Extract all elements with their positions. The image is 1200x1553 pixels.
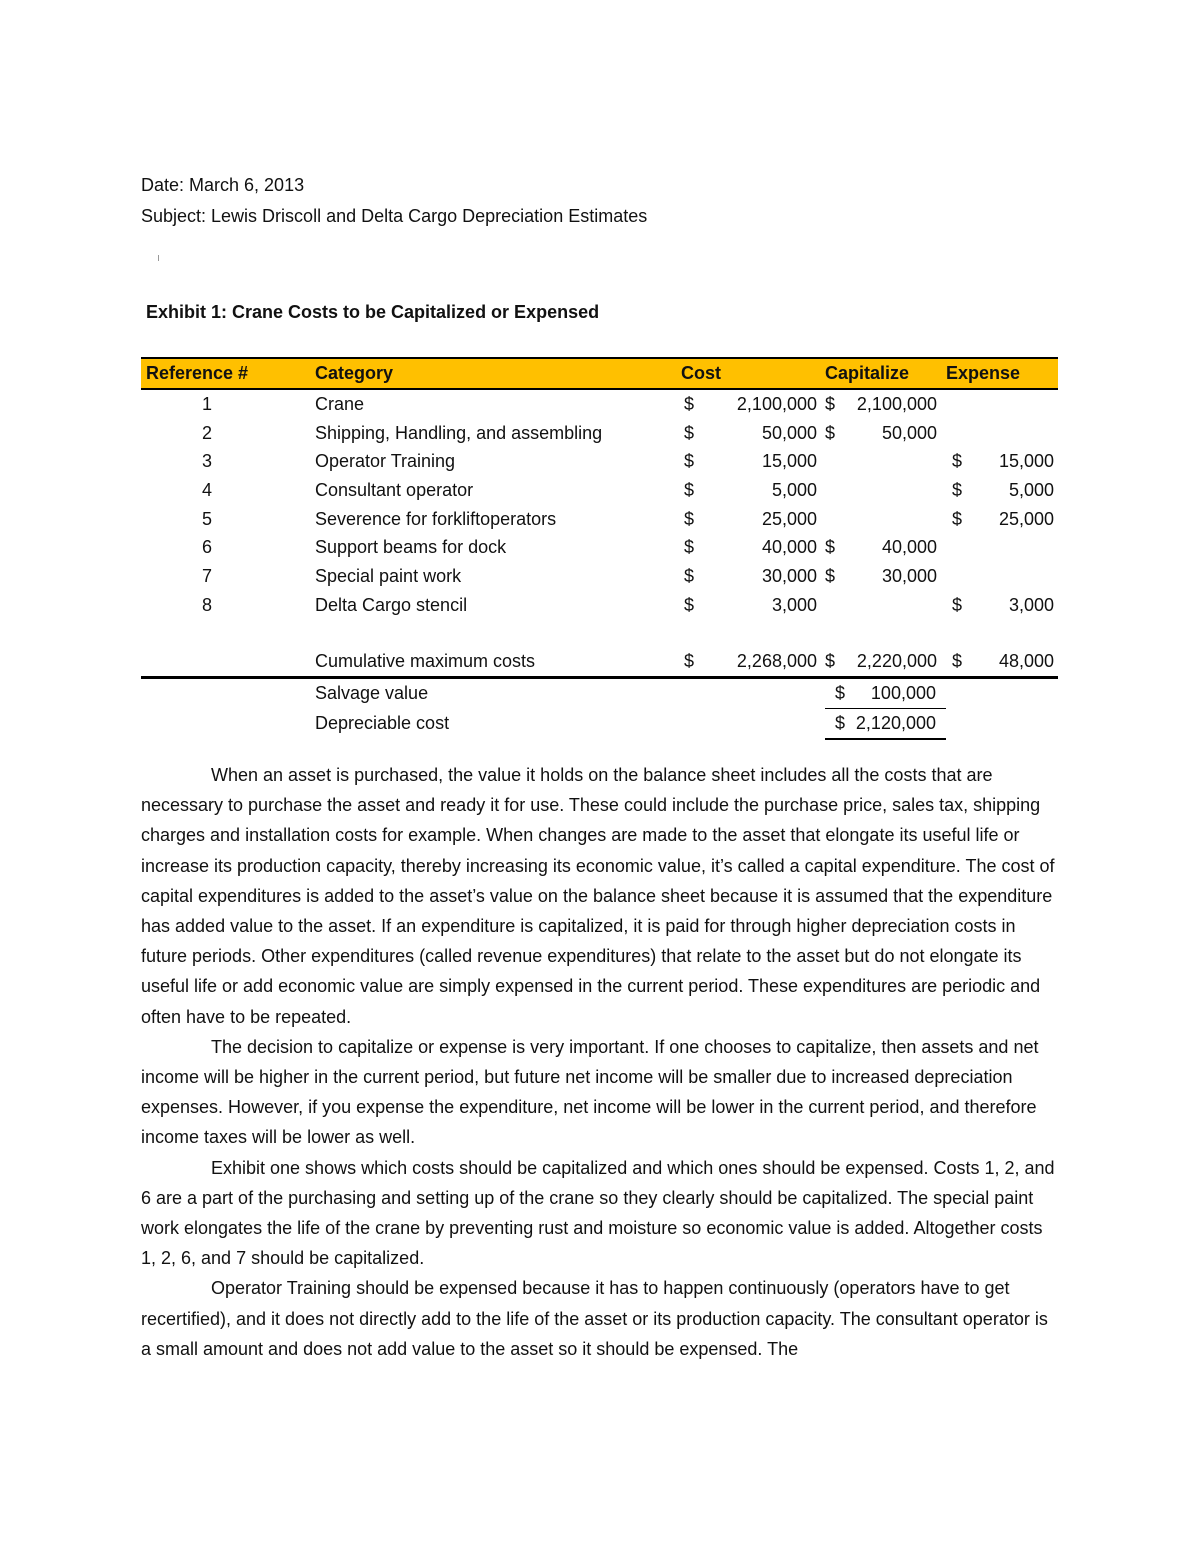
category-cell: Operator Training <box>315 451 456 472</box>
memo-date: Date: March 6, 2013 <box>141 175 305 195</box>
reference-cell: 2 <box>201 422 212 443</box>
table-row: 7 Special paint work $ 30,000 $ 30,000 <box>141 562 1058 591</box>
salvage-value: 100,000 <box>870 683 936 704</box>
table-row: 1 Crane $ 2,100,000 $ 2,100,000 <box>141 389 1058 419</box>
capitalize-cell <box>825 505 946 534</box>
expense-cell <box>946 389 1058 419</box>
memo-body <box>141 760 1061 1364</box>
exhibit-table <box>141 357 1058 740</box>
category-cell: Support beams for dock <box>315 537 507 558</box>
category-cell: Shipping, Handling, and assembling <box>315 422 603 443</box>
col-header-capitalize: Capitalize <box>825 358 946 389</box>
totals-row: Cumulative maximum costs $ 2,268,000 $ 2,220,000 $ 48,000 <box>141 648 1058 678</box>
category-cell: Severence for forkliftoperators <box>315 508 557 529</box>
depreciable-row: Depreciable cost $ 2,120,000 <box>141 708 1058 738</box>
cost-cell: 15,000 <box>761 451 817 472</box>
salvage-label: Salvage value <box>315 683 429 704</box>
category-cell: Delta Cargo stencil <box>315 594 468 615</box>
cost-cell: 30,000 <box>761 565 817 586</box>
col-header-cost: Cost <box>681 358 825 389</box>
depreciable-label: Depreciable cost <box>315 712 450 733</box>
salvage-row: Salvage value $ 100,000 <box>141 678 1058 709</box>
expense-cell <box>946 533 1058 562</box>
capitalize-cell: $ 30,000 <box>825 565 937 586</box>
cost-cell: 5,000 <box>771 479 817 500</box>
reference-cell: 3 <box>201 451 212 472</box>
table-row: 4 Consultant operator $ 5,000 $ 5,000 <box>141 476 1058 505</box>
capitalize-value: 2,100,000 <box>856 393 937 414</box>
totals-cost: 2,268,000 <box>705 648 825 678</box>
table-header-row <box>141 358 1058 389</box>
expense-cell: $ 25,000 <box>952 508 1054 529</box>
table-row: 5 Severence for forkliftoperators $ 25,000 $ 25,000 <box>141 505 1058 534</box>
cost-cell: 25,000 <box>761 508 817 529</box>
cost-cell: 3,000 <box>771 594 817 615</box>
category-cell: Special paint work <box>315 565 462 586</box>
capitalize-value: 40,000 <box>881 537 937 558</box>
table-row: 3 Operator Training $ 15,000 $ 15,000 <box>141 447 1058 476</box>
expense-value: 25,000 <box>998 508 1054 529</box>
capitalize-cell <box>825 447 946 476</box>
exhibit-title: Exhibit 1: Crane Costs to be Capitalized or Expensed <box>146 302 600 322</box>
expense-value: 15,000 <box>998 451 1054 472</box>
capitalize-cell: $ 2,100,000 <box>825 393 937 414</box>
reference-cell: 6 <box>201 537 212 558</box>
capitalize-cell: $ 40,000 <box>825 537 937 558</box>
stray-mark <box>158 255 159 261</box>
expense-value: 3,000 <box>1008 594 1054 615</box>
cost-cell: 50,000 <box>761 422 817 443</box>
expense-cell <box>946 419 1058 448</box>
category-cell: Consultant operator <box>315 479 474 500</box>
expense-cell: $ 3,000 <box>952 594 1054 615</box>
capitalize-cell <box>825 476 946 505</box>
paragraph: Operator Training should be expensed because it has to happen continuously (operators have to get recertified), and it does not directly add to the life of the asset or its production capacity. The consultant operator is a small amount and does not add value to the asset so it should be expensed. The <box>141 1278 1048 1359</box>
category-cell: Crane <box>315 393 365 414</box>
col-header-category: Category <box>315 358 681 389</box>
memo-subject: Subject: Lewis Driscoll and Delta Cargo Depreciation Estimates <box>141 206 648 226</box>
capitalize-cell: $ 50,000 <box>825 422 937 443</box>
reference-cell: 5 <box>201 508 212 529</box>
totals-expense: 48,000 <box>998 651 1054 672</box>
capitalize-value: 50,000 <box>881 422 937 443</box>
paragraph: When an asset is purchased, the value it holds on the balance sheet includes all the costs that are necessary to purchase the asset and ready it for use. These could include the purchase price, sales tax, shipping charges and installation costs for example. When changes are made to the asset that elongate its useful life or increase its production capacity, thereby increasing its economic value, it’s called a capital expenditure. The cost of capital expenditures is added to the asset’s value on the balance sheet because it is assumed that the expenditure has added value to the asset. If an expenditure is capitalized, it is paid for through higher depreciation costs in future periods. Other expenditures (called revenue expenditures) that relate to the asset but do not elongate its useful life or add economic value are simply expensed in the current period. These expenditures are periodic and often have to be repeated. <box>141 765 1055 1027</box>
expense-cell: $ 15,000 <box>952 451 1054 472</box>
col-header-reference: Reference # <box>141 358 315 389</box>
expense-cell: $ 5,000 <box>952 479 1054 500</box>
paragraph: The decision to capitalize or expense is very important. If one chooses to capitalize, then assets and net income will be higher in the current period, but future net income will be smaller due to increased depreciation expenses. However, if you expense the expenditure, net income will be lower in the current period, and therefore income taxes will be lower as well. <box>141 1036 1039 1148</box>
reference-cell: 4 <box>201 479 212 500</box>
totals-label: Cumulative maximum costs <box>315 648 681 678</box>
cost-cell: 2,100,000 <box>736 393 817 414</box>
reference-cell: 1 <box>201 393 212 414</box>
col-header-expense: Expense <box>946 358 1058 389</box>
expense-value: 5,000 <box>1008 479 1054 500</box>
cost-cell: 40,000 <box>761 537 817 558</box>
expense-cell <box>946 562 1058 591</box>
reference-cell: 8 <box>201 594 212 615</box>
table-row: 8 Delta Cargo stencil $ 3,000 $ 3,000 <box>141 591 1058 620</box>
table-row: 2 Shipping, Handling, and assembling $ 50,000 $ 50,000 <box>141 419 1058 448</box>
capitalize-cell <box>825 591 946 620</box>
depreciable-value: 2,120,000 <box>855 712 936 733</box>
totals-capitalize: 2,220,000 <box>856 651 937 672</box>
table-row: 6 Support beams for dock $ 40,000 $ 40,000 <box>141 533 1058 562</box>
paragraph: Exhibit one shows which costs should be capitalized and which ones should be expensed. Costs 1, 2, and 6 are a part of the purchasing and setting up of the crane so they clearly should be capitalized. The special paint work elongates the life of the crane by preventing rust and moisture so economic value is added. Altogether costs 1, 2, 6, and 7 should be capitalized. <box>141 1157 1055 1269</box>
capitalize-value: 30,000 <box>881 565 937 586</box>
reference-cell: 7 <box>201 565 212 586</box>
